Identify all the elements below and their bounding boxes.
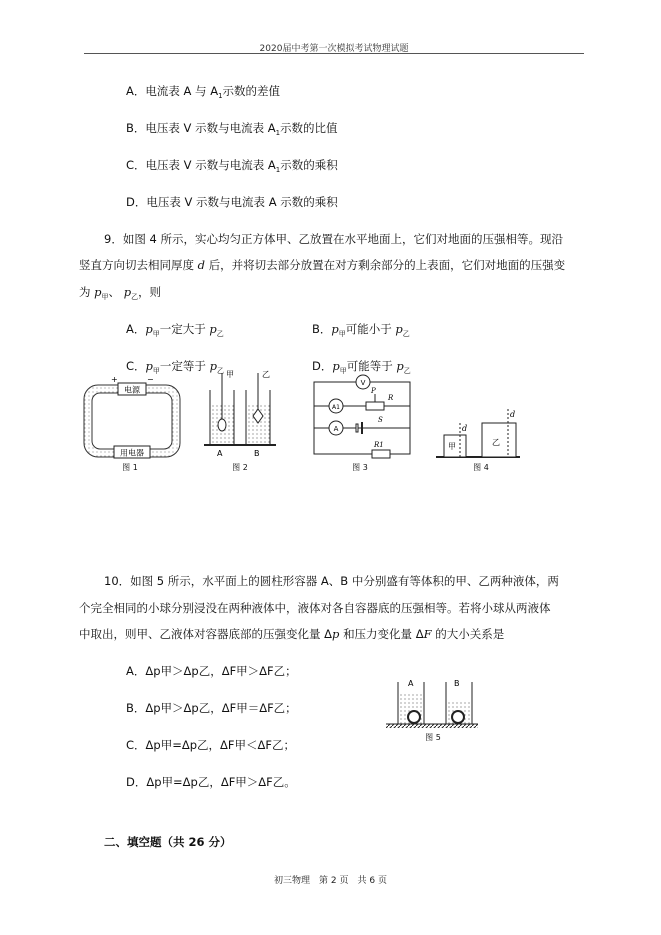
- page-footer: 初三物理 第 2 页 共 6 页: [274, 876, 387, 886]
- figure-3-caption: 图 3: [352, 463, 368, 472]
- header-divider: [84, 53, 584, 54]
- q9-option-d: D．$p_甲$可能等于 $p_乙$: [312, 359, 411, 375]
- q9-stem-line1: 9．如图 4 所示，实心均匀正方体甲、乙放置在水平地面上，它们对地面的压强相等。现沿: [104, 232, 563, 246]
- q10-option-c: C．Δp甲=Δp乙，ΔF甲＜ΔF乙；: [126, 738, 295, 752]
- figure-4-cubes: [436, 405, 522, 461]
- figure-3-circuit: [308, 372, 416, 460]
- figure-5-caption: 图 5: [425, 733, 441, 742]
- figure-1-circuit: [80, 375, 186, 463]
- figure-2-containers: [200, 365, 280, 460]
- figure-1-caption: 图 1: [122, 463, 138, 472]
- power-label: 电源: [124, 385, 140, 395]
- fig3-p: P: [371, 387, 376, 395]
- minus-sign: −: [147, 375, 154, 384]
- q9-stem-line2: 竖直方向切去相同厚度 d 后，并将切去部分放置在对方剩余部分的上表面，它们对地面的压强变: [79, 258, 566, 272]
- q10-stem-line1: 10．如图 5 所示，水平面上的圆柱形容器 A、B 中分别盛有等体积的甲、乙两种液体，两: [104, 574, 559, 588]
- q8-option-d: D．电压表 V 示数与电流表 A 示数的乘积: [126, 195, 338, 209]
- figure-4-caption: 图 4: [473, 463, 489, 472]
- section-2-title: 二、填空题（共 26 分）: [104, 835, 232, 849]
- figure-5-containers: [384, 674, 480, 730]
- fig2-a: A: [217, 449, 223, 458]
- fig4-jia: 甲: [448, 442, 456, 451]
- fig2-yi: 乙: [262, 370, 270, 379]
- fig3-r: R: [388, 394, 394, 402]
- q10-option-a: A．Δp甲＞Δp乙，ΔF甲＞ΔF乙；: [126, 664, 297, 678]
- q8-option-c: C．电压表 V 示数与电流表 $A_1$示数的乘积: [126, 158, 338, 174]
- fig3-a1: A1: [332, 404, 340, 411]
- q8-option-a: A．电流表 A 与 $A_1$示数的差值: [126, 84, 281, 100]
- fig3-a: A: [333, 425, 339, 433]
- fig4-d2: d: [510, 410, 516, 419]
- fig5-b: B: [454, 679, 460, 688]
- figure-2-caption: 图 2: [232, 463, 248, 472]
- page-header: 2020届中考第一次模拟考试物理试题: [259, 44, 409, 54]
- fig3-s: S: [378, 416, 383, 424]
- q10-stem-line2: 个完全相同的小球分别浸没在两种液体中，液体对各自容器底的压强相等。若将小球从两液体: [79, 601, 551, 615]
- q9-option-c: C．$p_甲$一定等于 $p_乙$: [126, 359, 224, 375]
- fig3-r1: R1: [374, 441, 384, 449]
- fig3-v: V: [360, 379, 366, 387]
- q9-stem-line3: 为 $p_甲$、 $p_乙$，则: [79, 285, 162, 301]
- q8-option-b: B．电压表 V 示数与电流表 $A_1$示数的比值: [126, 121, 338, 137]
- fig2-b: B: [254, 449, 260, 458]
- q10-stem-line3: 中取出，则甲、乙液体对容器底部的压强变化量 Δp 和压力变化量 ΔF 的大小关系是: [79, 627, 505, 641]
- q9-option-b: B．$p_甲$可能小于 $p_乙$: [312, 322, 410, 338]
- fig4-yi: 乙: [492, 438, 500, 447]
- q10-option-b: B．Δp甲＞Δp乙，ΔF甲＝ΔF乙；: [126, 701, 297, 715]
- fig5-a: A: [408, 679, 414, 688]
- q10-option-d: D．Δp甲=Δp乙，ΔF甲＞ΔF乙。: [126, 775, 296, 789]
- device-label: 用电器: [120, 448, 144, 458]
- fig4-d1: d: [462, 424, 468, 433]
- plus-sign: +: [111, 375, 118, 384]
- fig2-jia: 甲: [226, 370, 234, 379]
- q9-option-a: A．$p_甲$一定大于 $p_乙$: [126, 322, 224, 338]
